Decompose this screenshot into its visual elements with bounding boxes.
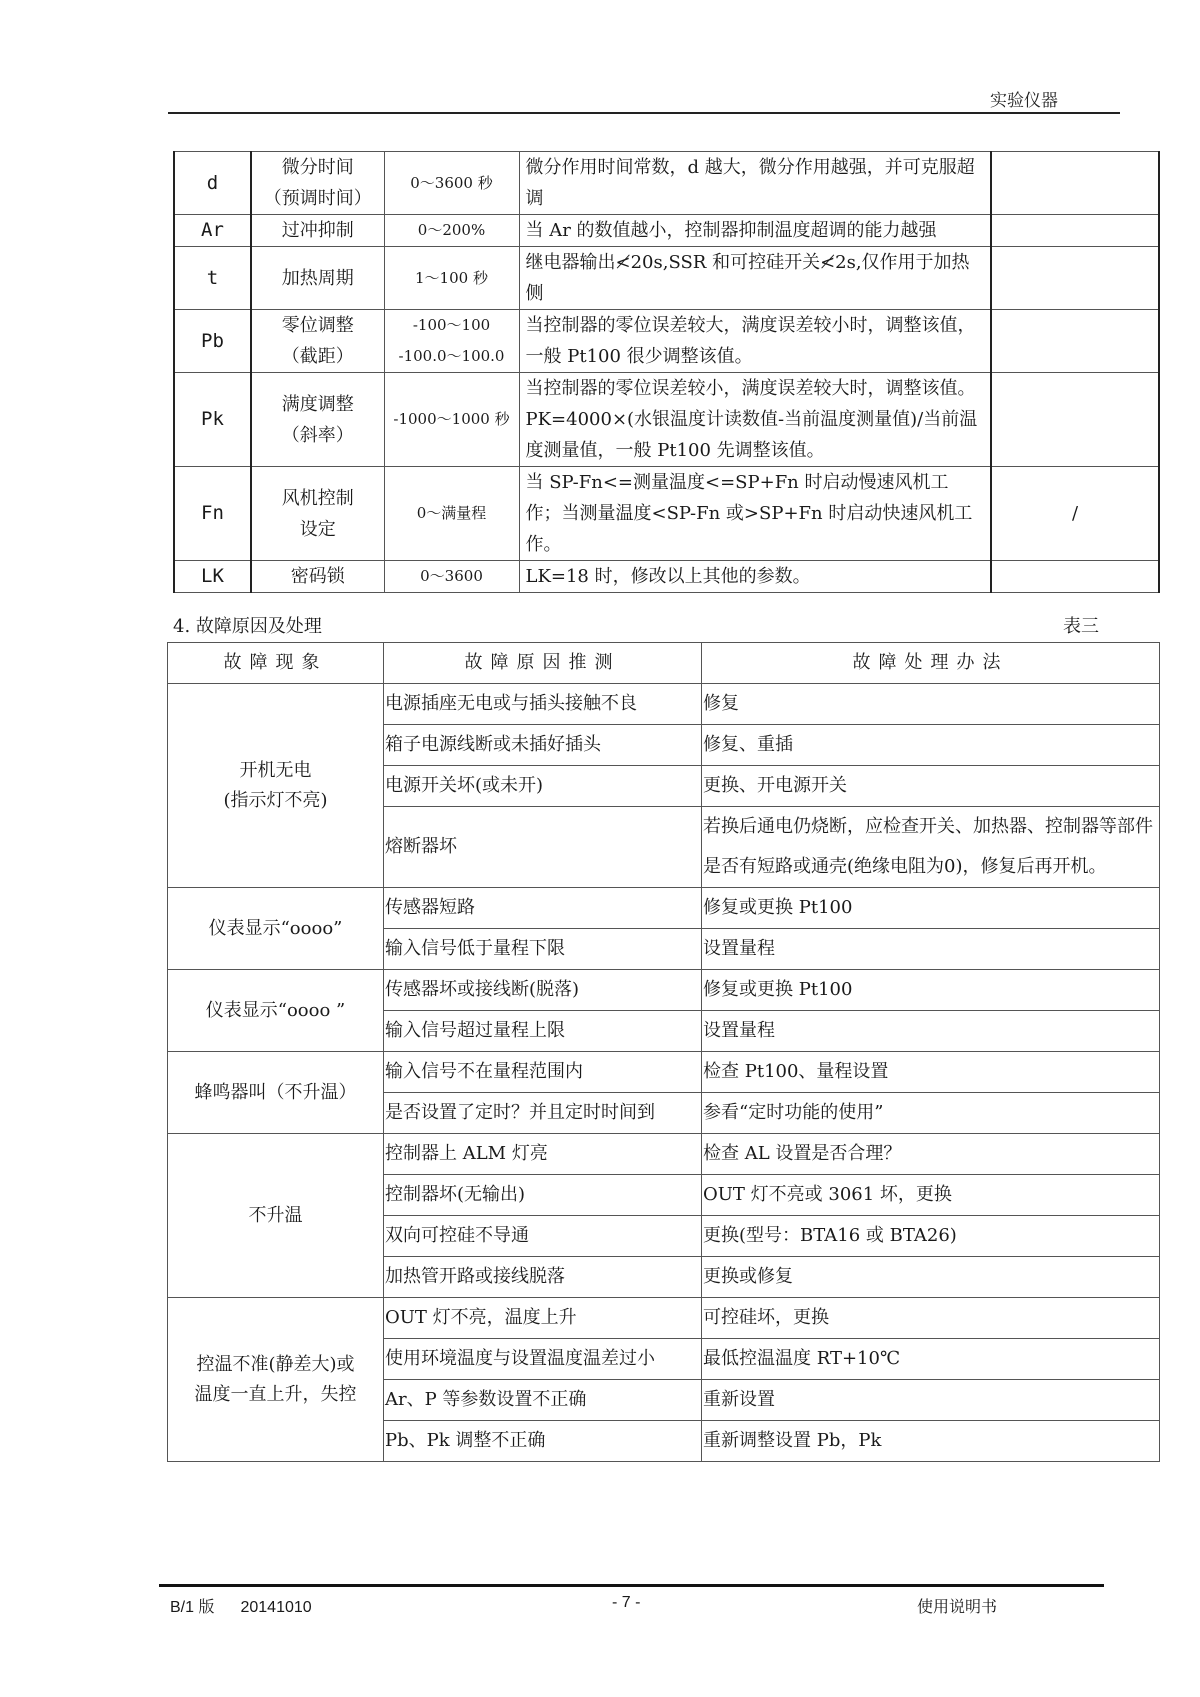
param-range (384, 467, 519, 561)
footer-rule (159, 1584, 1104, 1587)
fault-fix: 更换、开电源开关 (702, 766, 1160, 807)
param-row (174, 373, 1159, 467)
param-name (251, 310, 384, 373)
param-note: / (991, 467, 1159, 561)
fault-cause: 传感器坏或接线断(脱落) (384, 970, 702, 1011)
param-code: t (174, 247, 251, 310)
fault-cause: 控制器坏(无输出) (384, 1175, 702, 1216)
param-name (251, 467, 384, 561)
table-label: 表三 (1063, 616, 1099, 637)
fault-cause: 电源插座无电或与插头接触不良 (384, 684, 702, 725)
fault-symptom (168, 970, 384, 1052)
param-code: LK (174, 561, 251, 593)
param-name-line: 密码锁 (290, 566, 345, 587)
fault-cause: Ar、P 等参数设置不正确 (384, 1380, 702, 1421)
param-name-line: 设定 (299, 518, 336, 540)
param-name-line: 加热周期 (281, 267, 354, 289)
fault-cause: 控制器上 ALM 灯亮 (384, 1134, 702, 1175)
param-name (251, 561, 384, 593)
param-range-line: -100～100 (412, 316, 491, 334)
param-range-line: 0～3600 (420, 567, 483, 585)
fault-fix: 修复、重插 (702, 725, 1160, 766)
param-name-line: 微分时间 (281, 157, 354, 178)
fault-fix: 重新设置 (702, 1380, 1160, 1421)
fault-fix: 修复或更换 Pt100 (702, 970, 1160, 1011)
param-range-line: 0～3600 秒 (410, 173, 493, 192)
fault-cause: 输入信号超过量程上限 (384, 1011, 702, 1052)
param-name (251, 215, 384, 247)
column-header-cause: 故障原因推测 (384, 643, 702, 684)
fault-fix: 设置量程 (702, 929, 1160, 970)
fault-row (168, 684, 1160, 725)
param-range-line: 1～100 秒 (415, 268, 488, 287)
fault-fix: 检查 AL 设置是否合理？ (702, 1134, 1160, 1175)
param-code: Fn (174, 467, 251, 561)
param-name-line: （斜率） (281, 424, 354, 446)
fault-symptom-line: 蜂鸣器叫（不升温） (194, 1081, 357, 1103)
footer-date: 20141010 (240, 1599, 312, 1616)
param-name (251, 152, 384, 215)
param-code: d (174, 152, 251, 215)
param-row (174, 310, 1159, 373)
param-description: 当 SP-Fn<=测量温度<=SP+Fn 时启动慢速风机工作；当测量温度<SP-Fn 或>SP+Fn 时启动快速风机工作。 (519, 467, 991, 561)
fault-cause: 输入信号低于量程下限 (384, 929, 702, 970)
fault-symptom (168, 888, 384, 970)
fault-fix: 更换(型号：BTA16 或 BTA26) (702, 1216, 1160, 1257)
param-note (991, 215, 1159, 247)
fault-symptom-line: 温度一直上升，失控 (194, 1383, 357, 1405)
fault-table (167, 642, 1160, 1462)
fault-fix: 参看“定时功能的使用” (702, 1093, 1160, 1134)
param-range-line: 0～200% (417, 221, 486, 239)
param-description: LK=18 时，修改以上其他的参数。 (519, 561, 991, 593)
param-name-line: （预调时间） (263, 188, 372, 209)
param-range-line: 0～满量程 (416, 504, 487, 522)
fault-cause: 输入信号不在量程范围内 (384, 1052, 702, 1093)
param-name-line: 风机控制 (281, 487, 354, 509)
param-name (251, 247, 384, 310)
fault-table-header-row (168, 643, 1160, 684)
column-header-fix: 故障处理办法 (702, 643, 1160, 684)
fault-fix: 若换后通电仍烧断，应检查开关、加热器、控制器等部件是否有短路或通壳(绝缘电阻为0)，修复后再开机。 (702, 807, 1160, 888)
fault-symptom-line: 控温不准(静差大)或 (196, 1353, 355, 1375)
fault-symptom-line: 仪表显示“oooo” (208, 917, 343, 939)
param-description: 当控制器的零位误差较大，满度误差较小时，调整该值，一般 Pt100 很少调整该值。 (519, 310, 991, 373)
param-name-line: 过冲抑制 (281, 220, 354, 241)
param-range (384, 152, 519, 215)
param-code: Ar (174, 215, 251, 247)
fault-cause: 传感器短路 (384, 888, 702, 929)
param-note (991, 561, 1159, 593)
fault-cause: 电源开关坏(或未开) (384, 766, 702, 807)
fault-cause: 使用环境温度与设置温度温差过小 (384, 1339, 702, 1380)
fault-cause: OUT 灯不亮，温度上升 (384, 1298, 702, 1339)
section-heading: 4. 故障原因及处理 (173, 616, 322, 637)
param-code: Pb (174, 310, 251, 373)
param-range (384, 561, 519, 593)
fault-fix: 设置量程 (702, 1011, 1160, 1052)
fault-row (168, 1134, 1160, 1175)
fault-fix: 重新调整设置 Pb，Pk (702, 1421, 1160, 1462)
fault-fix: 可控硅坏，更换 (702, 1298, 1160, 1339)
parameter-table (173, 151, 1160, 593)
param-description: 继电器输出≮20s,SSR 和可控硅开关≮2s,仅作用于加热侧 (519, 247, 991, 310)
fault-symptom-line: 仪表显示“oooo ” (205, 999, 346, 1021)
fault-cause: Pb、Pk 调整不正确 (384, 1421, 702, 1462)
fault-fix: 修复或更换 Pt100 (702, 888, 1160, 929)
param-description: 当 Ar 的数值越小，控制器抑制温度超调的能力越强 (519, 215, 991, 247)
fault-symptom (168, 1052, 384, 1134)
param-name-line: （截距） (281, 346, 354, 367)
fault-fix: 修复 (702, 684, 1160, 725)
fault-cause: 加热管开路或接线脱落 (384, 1257, 702, 1298)
param-note (991, 373, 1159, 467)
param-range-line: -1000～1000 秒 (393, 410, 510, 428)
param-description: 微分作用时间常数，d 越大，微分作用越强，并可克服超调 (519, 152, 991, 215)
footer-version-label: B/1 版 (170, 1599, 215, 1616)
param-range (384, 215, 519, 247)
param-range-line: -100.0～100.0 (398, 347, 505, 365)
fault-fix: 最低控温温度 RT+10℃ (702, 1339, 1160, 1380)
footer-version (170, 1594, 312, 1617)
fault-row (168, 888, 1160, 929)
fault-row (168, 970, 1160, 1011)
fault-fix: 更换或修复 (702, 1257, 1160, 1298)
param-range (384, 310, 519, 373)
fault-row (168, 1052, 1160, 1093)
param-code: Pk (174, 373, 251, 467)
fault-fix: 检查 Pt100、量程设置 (702, 1052, 1160, 1093)
fault-symptom (168, 684, 384, 888)
footer-doc-type: 使用说明书 (917, 1597, 998, 1616)
fault-symptom (168, 1134, 384, 1298)
param-name (251, 373, 384, 467)
param-row (174, 152, 1159, 215)
header-title: 实验仪器 (990, 91, 1058, 111)
param-range (384, 373, 519, 467)
fault-symptom-line: 开机无电 (239, 759, 312, 781)
page-number: - 7 - (612, 1594, 641, 1611)
param-note (991, 247, 1159, 310)
header-rule (168, 112, 1120, 114)
param-note (991, 310, 1159, 373)
fault-cause: 熔断器坏 (384, 807, 702, 888)
column-header-symptom: 故障现象 (168, 643, 384, 684)
fault-cause: 双向可控硅不导通 (384, 1216, 702, 1257)
param-row (174, 247, 1159, 310)
param-row (174, 561, 1159, 593)
fault-cause: 箱子电源线断或未插好插头 (384, 725, 702, 766)
param-description: 当控制器的零位误差较小，满度误差较大时，调整该值。PK=4000×(水银温度计读数值-当前温度测量值)/当前温度测量值，一般 Pt100 先调整该值。 (519, 373, 991, 467)
param-name-line: 满度调整 (281, 393, 354, 415)
fault-symptom-line: 不升温 (248, 1204, 303, 1226)
param-note (991, 152, 1159, 215)
fault-symptom-line: (指示灯不亮) (223, 789, 328, 811)
fault-fix: OUT 灯不亮或 3061 坏，更换 (702, 1175, 1160, 1216)
param-row (174, 467, 1159, 561)
fault-row (168, 1298, 1160, 1339)
param-name-line: 零位调整 (281, 315, 354, 336)
fault-cause: 是否设置了定时？并且定时时间到 (384, 1093, 702, 1134)
fault-symptom (168, 1298, 384, 1462)
param-range (384, 247, 519, 310)
param-row (174, 215, 1159, 247)
